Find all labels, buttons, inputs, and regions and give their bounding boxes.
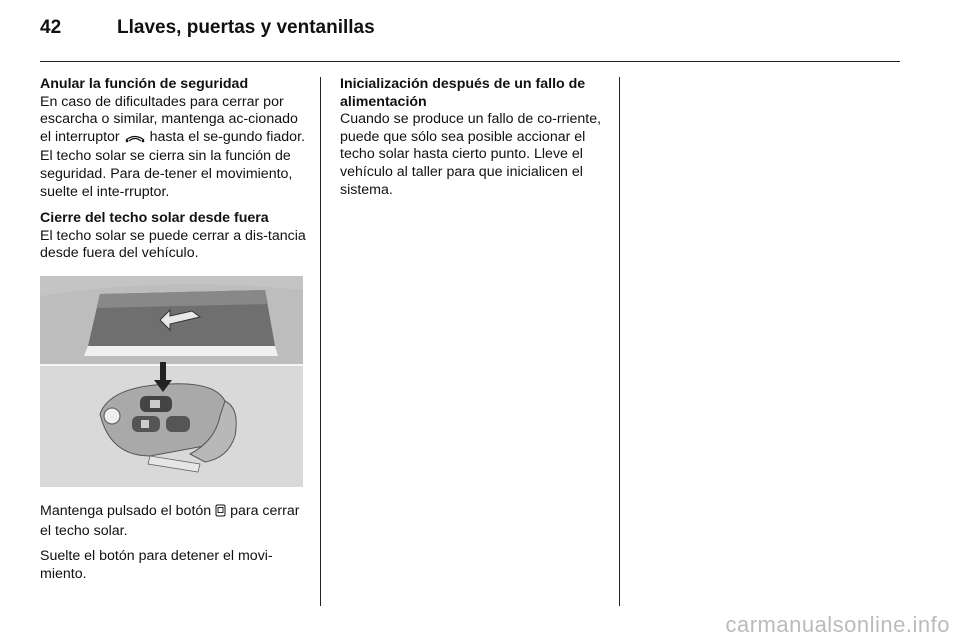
left-column [40, 76, 306, 583]
caption-release-button: Suelte el botón para detener el movi-miento. [40, 548, 273, 582]
page-title: Llaves, puertas y ventanillas [117, 17, 375, 38]
safety-text-end: hasta el se-gundo fiador. El techo solar se cierra sin la función de seguridad. Para de-tener el movimiento, suelte el inte-rruptor. [40, 128, 305, 200]
sunroof-switch-icon [124, 131, 146, 149]
caption-text-end: para cerrar el techo solar. [40, 502, 300, 539]
header-rule [40, 61, 900, 62]
section-heading-initialization: Inicialización después de un fallo de alimentación [340, 76, 586, 110]
remote-key-illustration [40, 276, 303, 487]
section-text-safety [40, 94, 306, 202]
section-text-initialization: Cuando se produce un fallo de co-rriente, puede que sólo sea posible accionar el techo solar hasta cierto punto. Lleve el vehículo al taller para que inicialicen el sistema. [340, 111, 602, 198]
sunroof-button-icon [215, 504, 226, 523]
page-number: 42 [40, 17, 62, 38]
caption-text-start: Mantenga pulsado el botón [40, 502, 212, 519]
section-text-remote-close: El techo solar se puede cerrar a dis-tancia desde fuera del vehículo. [40, 227, 306, 262]
column-separator [320, 77, 321, 606]
caption-press-button [40, 503, 306, 540]
column-separator [619, 77, 620, 606]
safety-text-start: En caso de dificultades para cerrar por escarcha o similar, mantenga ac-cionado el interruptor [40, 93, 298, 145]
section-heading-safety: Anular la función de seguridad [40, 76, 249, 92]
watermark: carmanualsonline.info [725, 612, 950, 637]
section-heading-remote-close: Cierre del techo solar desde fuera [40, 210, 269, 227]
middle-column [340, 76, 606, 199]
